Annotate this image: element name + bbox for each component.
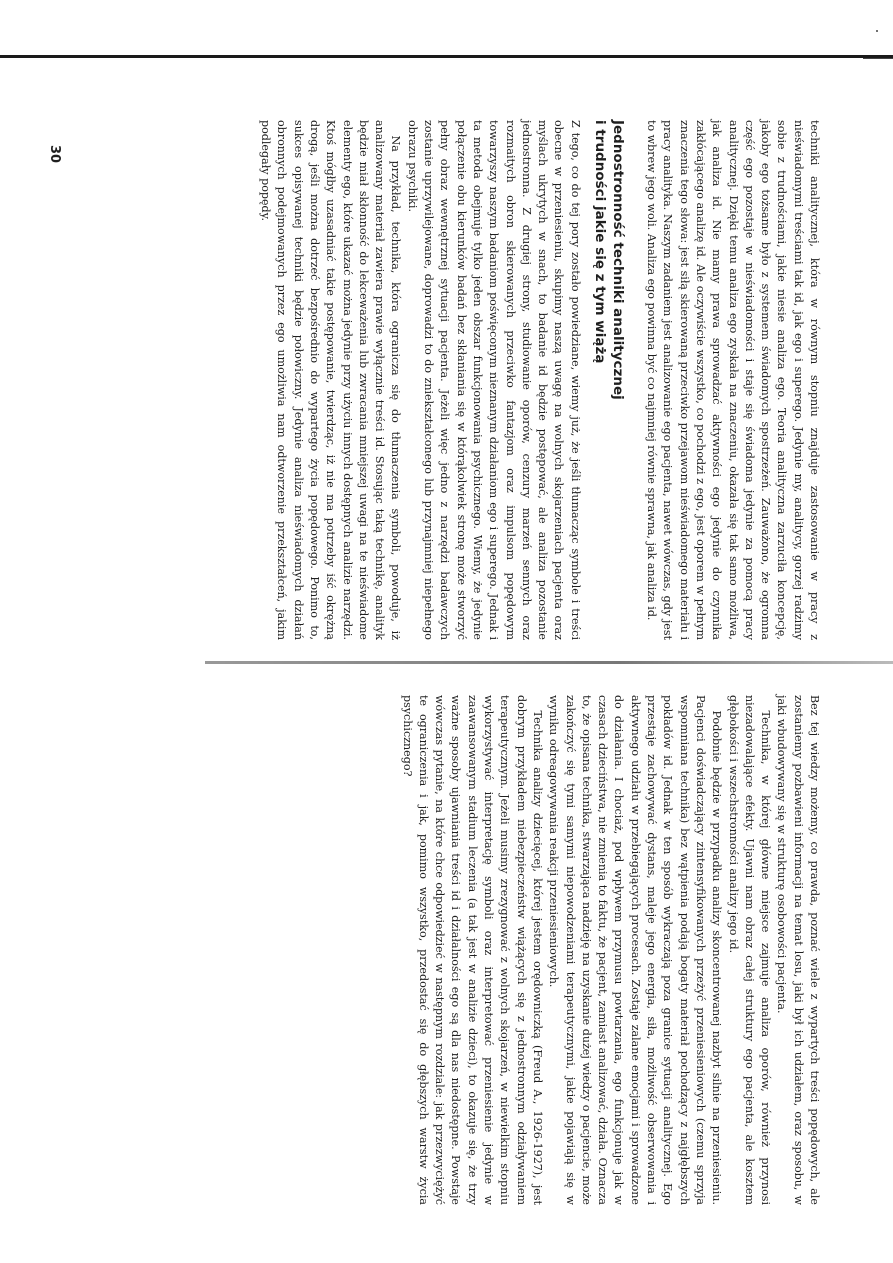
top-binding-line (0, 55, 893, 58)
page-fold-line (205, 661, 893, 664)
scan-speck (876, 30, 878, 32)
top-binding-line-tail (863, 58, 893, 59)
page-31-paragraph-1: Bez tej wiedzy możemy, co prawda, poznać wiele z wypartych treści popędowych, ale zostaniemy pozbawieni informacji na temat losu, jaki był ich udziałem, oraz sposobu, w jaki wbudowywany się w strukturę osobowości pacjenta. (775, 695, 821, 1205)
page-30-paragraph-2: Z tego, co do tej pory zostało powiedziane, wiemy już, że jeśli tłumacząc symbole i treści obecne w przeniesieniu, skupimy naszą uwagę na wolnych skojarzeniach pacjenta oraz myślach ukrytych w snach, to badanie id będzie postępować, ale analiza pozostanie jednostronna. Z drugiej strony, studiowanie oporów, cenzury marzeń sennych oraz rozmaitych obron skierowanych przeciwko fantazjom oraz impulsom popędowym towarzyszy naszym badaniom poświęconym nieznanym działaniom ego i superego. Jednak i ta metoda obejmuje tylko jeden obszar funkcjonowania psychicznego. Wiemy, że jedynie połączenie obu kierunków badań bez skłaniania się w którąkolwiek stronę może stworzyć pełny obraz wewnętrznej sytuacji pacjenta. Jeżeli więc jedno z narzędzi badawczych zostanie uprzywilejowane, doprowadzi to do zniekształconego lub przynajmniej niepełnego obrazu psychiki. (405, 120, 582, 640)
page-31-paragraph-2: Technika, w której główne miejsce zajmuje analiza oporów, również przynosi niezadowalające efekty. Ujawni nam obraz całej struktury ego pacjenta, ale kosztem głębokości i wszechstronności analizy jego id. (726, 695, 773, 1205)
section-heading-line-2: i trudności jakie się z tym wiążą (591, 120, 608, 364)
page-number: 30 (47, 145, 62, 164)
section-heading-line-1: Jednostronność techniki analitycznej (609, 120, 626, 400)
page-30-paragraph-3: Na przykład, technika, która ogranicza się do tłumaczenia symboli, powoduje, iż analizowany materiał zawiera prawie wyłącznie treści id. Stosując taką technikę, analityk będzie miał skłonność do lekceważenia lub zwracania mniejszej uwagi na te nieświadome elementy ego, które ukazać można jedynie przy użyciu innych dostępnych analizie narzędzi. Ktoś mógłby uzasadniać takie postępowanie, twierdząc, iż nie ma potrzeby iść okrężną drogą, jeśli można dotrzeć bezpośrednio do wypartego życia popędowego. Ponimo to, sukces opisywanej techniki będzie połowiczny. Jedynie analiza nieświadomych działań obronnych podejmowanych przez ego umożliwia nam odtworzenie przekształceń, jakim podlegały popędy. (259, 120, 403, 640)
page-30-intro-paragraph: techniki analitycznej, która w równym stopniu znajduje zastosowanie w pracy z nieświadomymi treściami tak id, jak ego i superego. Jedynie my, analitycy, gorzej radzimy sobie z trudnościami, jakie niesie analiza ego. Teoria analityczna zarzuciła koncepcję, jakoby ego tożsame było z systemem świadomych spostrzeżeń. Zauważono, że ogromna część ego pozostaje w nieświadomości i staje się świadoma jedynie za pomocą pracy analitycznej. Dzięki temu analiza ego zyskała na znaczeniu, okazała się tak samo możliwa, jak analiza id. Nie mamy prawa sprowadzać aktywności ego jedynie do czynnika zakłócającego analizę id. Ale oczywiście wszystko, co pochodzi z ego, jest oporem w pełnym znaczenia tego słowa: jest siłą skierowaną przeciwko przejawom nieświadomego materiału i pracy analityka. Naszym zadaniem jest analizowanie ego pacjenta, nawet wówczas, gdy jest to wbrew jego woli. Analiza ego powinna być co najmniej równie sprawna, jak analiza id. (645, 120, 821, 640)
page-31-paragraph-4: Technika analizy dziecięcej, której jestem orędowniczką (Freud A., 1926-1927), jest dobrym przykładem niebezpieczeństw wiążących się z jednostronnym odziaływaniem terapeutycznym. Jeżeli musimy zrezygnować z wolnych skojarzeń, w niewielkim stopniu wykorzystywać interpretację symboli oraz interpretować przeniesienie jedynie w zaawansowanym stadium leczenia (a tak jest w analizie dzieci), to okazuje się, że trzy ważne sposoby ujawniania treści id i działalności ego są dla nas niedostępne. Powstaje wówczas pytanie, na które chce odpowiedzieć w następnym rozdziale: jak przezwyciężyć te ograniczenia i jak, pomimo wszystko, przedostać się do głębszych warstw życia psychicznego? (400, 695, 544, 1205)
page-30-text (257, 120, 822, 640)
page-31-text (398, 695, 822, 1205)
section-heading (591, 120, 627, 640)
page-31-paragraph-3: Podobnie będzie w przypadku analizy skoncentrowanej nazbyt silnie na przeniesieniu. Pacjenci doświadczający zintensyfikowanych przeżyć przeniesieniowych (czemu sprzyja wspomniana technika) bez wątpienia podają bogaty materiał pochodzący z najgłębszych pokładów id. Jednak w ten sposób wykraczają poza granice sytuacji analitycznej. Ego przestaje zachowywać dystans, maleje jego energia, siła, możliwość obserwowania i aktywnego udziału w przebiegających procesach. Zostaje zalane emocjami i sprowadzone do działania. I chociaż, pod wpływem przymusu powtarzania, ego funkcjonuje jak w czasach dzieciństwa, nie zmienia to faktu, że pacjent, zamiast analizować, działa. Oznacza to, że opisana technika, stwarzająca nadzieję na uzyskanie dużej wiedzy o pacjencie, może zakończyć się tymi samymi niepowodzeniami terapeutycznymi, jakie pojawiają się w wyniku odreagowywania reakcji przeniesieniowych. (547, 695, 724, 1205)
